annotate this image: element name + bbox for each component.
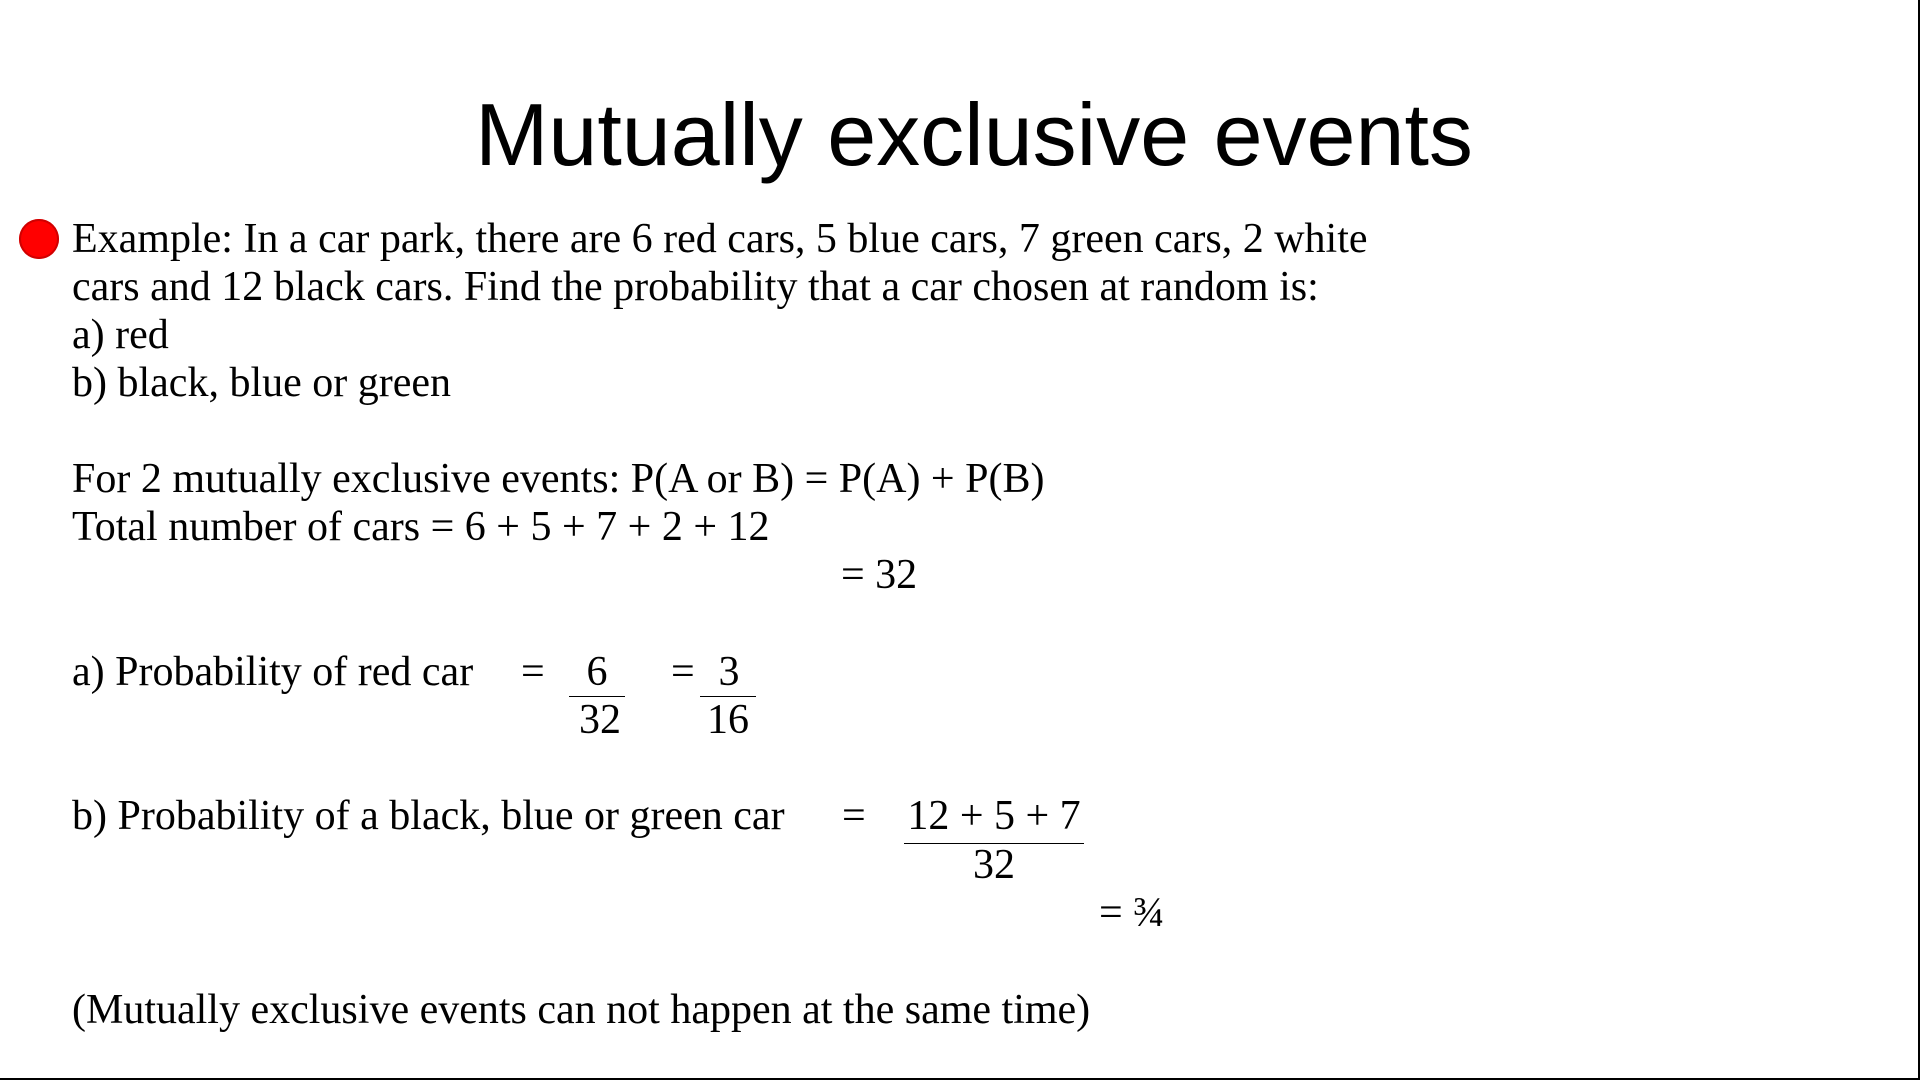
answer-b-numerator: 12 + 5 + 7 [907,793,1081,839]
closing-note: (Mutually exclusive events can not happen at the same time) [72,987,1091,1033]
answer-a-numerator-2: 3 [718,649,740,695]
example-part-a: a) red [72,312,169,358]
answer-a-label: a) Probability of red car [72,649,474,695]
answer-a-equals-2: = [671,649,695,695]
answer-b-result: = ¾ [1099,890,1165,936]
answer-a-numerator-1: 6 [586,649,608,695]
example-line-2: cars and 12 black cars. Find the probability that a car chosen at random is: [72,264,1319,310]
total-cars-line: Total number of cars = 6 + 5 + 7 + 2 + 12 [72,504,770,550]
example-line-1: Example: In a car park, there are 6 red cars, 5 blue cars, 7 green cars, 2 white [72,216,1368,262]
answer-b-equals: = [842,793,866,839]
rule-statement: For 2 mutually exclusive events: P(A or B) = P(A) + P(B) [72,456,1045,502]
answer-b-label: b) Probability of a black, blue or green car [72,793,785,839]
total-cars-result: = 32 [841,552,918,598]
answer-a-equals-1: = [521,649,545,695]
answer-a-denominator-1: 32 [579,697,621,743]
answer-b-denominator: 32 [973,842,1015,888]
answer-a-denominator-2: 16 [707,697,749,743]
slide-title: Mutually exclusive events [475,85,1473,184]
example-part-b: b) black, blue or green [72,360,452,406]
red-bullet-icon [19,219,59,259]
